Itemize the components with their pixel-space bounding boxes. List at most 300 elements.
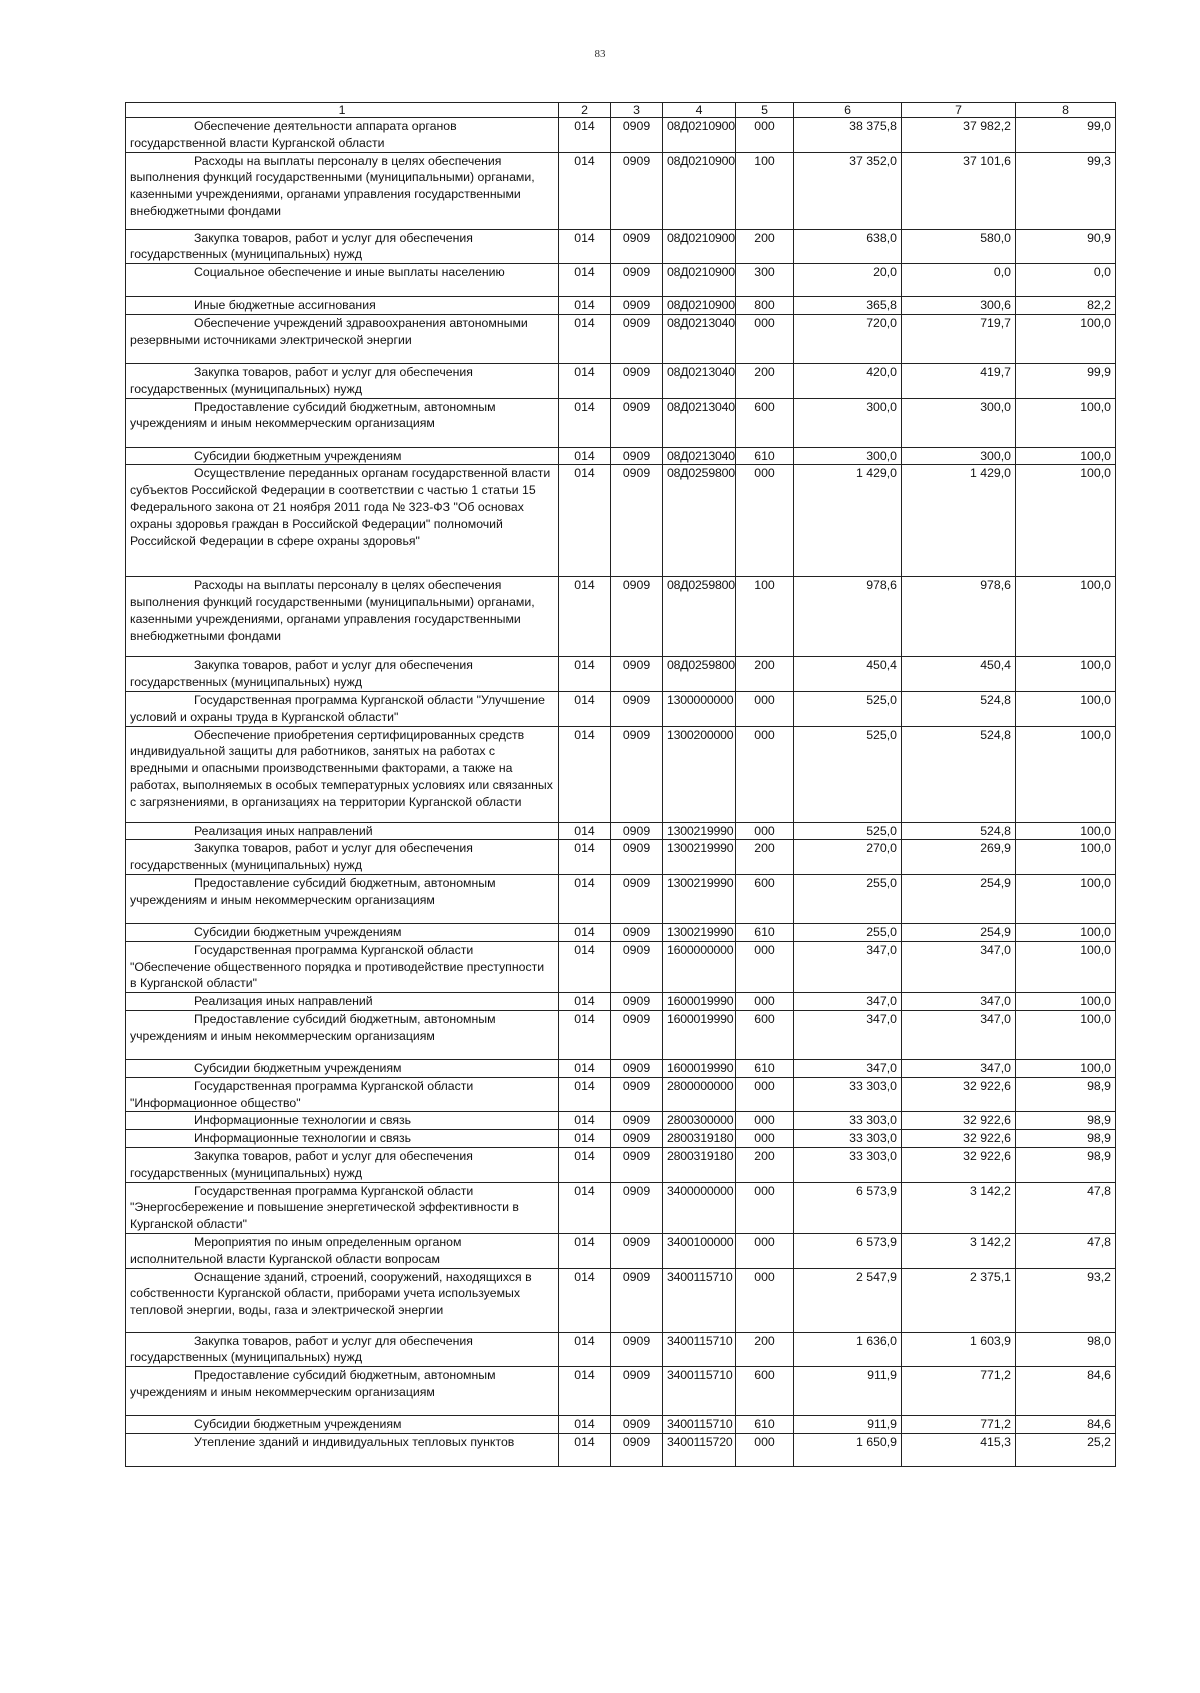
approved-amount-cell: 1 636,0 [794, 1332, 902, 1367]
executed-amount-cell: 347,0 [902, 941, 1016, 992]
expense-type-cell: 610 [736, 1059, 794, 1077]
executed-amount-cell: 0,0 [902, 264, 1016, 297]
target-article-cell: 3400115710 [663, 1332, 736, 1367]
ministry-code-cell: 014 [559, 1332, 611, 1367]
section-code-cell: 0909 [611, 1433, 663, 1466]
ministry-code-cell: 014 [559, 465, 611, 577]
section-code-cell: 0909 [611, 363, 663, 398]
ministry-code-cell: 014 [559, 264, 611, 297]
target-article-cell: 1300219990 [663, 840, 736, 875]
section-code-cell: 0909 [611, 1367, 663, 1416]
table-row [126, 657, 1116, 692]
table-row [126, 941, 1116, 992]
table-row [126, 1367, 1116, 1416]
expense-type-cell: 200 [736, 1332, 794, 1367]
table-row [126, 314, 1116, 363]
approved-amount-cell: 37 352,0 [794, 152, 902, 229]
expense-type-cell: 200 [736, 363, 794, 398]
target-article-cell: 1600019990 [663, 993, 736, 1011]
header-cell: 3 [611, 103, 663, 118]
percent-cell: 93,2 [1016, 1268, 1116, 1332]
approved-amount-cell: 255,0 [794, 874, 902, 923]
expense-type-cell: 300 [736, 264, 794, 297]
ministry-code-cell: 014 [559, 1367, 611, 1416]
section-code-cell: 0909 [611, 1233, 663, 1268]
item-name-cell: Реализация иных направлений [126, 993, 559, 1011]
expense-type-cell: 000 [736, 822, 794, 840]
ministry-code-cell: 014 [559, 1130, 611, 1148]
executed-amount-cell: 978,6 [902, 577, 1016, 657]
item-name-cell: Субсидии бюджетным учреждениям [126, 447, 559, 465]
percent-cell: 100,0 [1016, 941, 1116, 992]
table-row [126, 363, 1116, 398]
item-name-cell: Обеспечение учреждений здравоохранения автономными резервными источниками электрической энергии [126, 314, 559, 363]
percent-cell: 25,2 [1016, 1433, 1116, 1466]
item-name-cell: Государственная программа Курганской области "Улучшение условий и охраны труда в Курганской области" [126, 691, 559, 726]
expense-type-cell: 000 [736, 314, 794, 363]
ministry-code-cell: 014 [559, 993, 611, 1011]
approved-amount-cell: 365,8 [794, 297, 902, 315]
target-article-cell: 2800319180 [663, 1147, 736, 1182]
percent-cell: 100,0 [1016, 1010, 1116, 1059]
section-code-cell: 0909 [611, 923, 663, 941]
table-row [126, 1010, 1116, 1059]
target-article-cell: 3400115720 [663, 1433, 736, 1466]
item-name-cell: Закупка товаров, работ и услуг для обеспечения государственных (муниципальных) нужд [126, 840, 559, 875]
section-code-cell: 0909 [611, 1182, 663, 1233]
table-row [126, 874, 1116, 923]
executed-amount-cell: 32 922,6 [902, 1112, 1016, 1130]
item-name-cell: Субсидии бюджетным учреждениям [126, 1416, 559, 1434]
target-article-cell: 08Д0210900 [663, 118, 736, 153]
section-code-cell: 0909 [611, 465, 663, 577]
approved-amount-cell: 38 375,8 [794, 118, 902, 153]
approved-amount-cell: 911,9 [794, 1367, 902, 1416]
budget-table [125, 102, 1116, 1467]
expense-type-cell: 200 [736, 1147, 794, 1182]
header-cell: 7 [902, 103, 1016, 118]
ministry-code-cell: 014 [559, 577, 611, 657]
percent-cell: 47,8 [1016, 1233, 1116, 1268]
section-code-cell: 0909 [611, 447, 663, 465]
item-name-cell: Государственная программа Курганской области "Информационное общество" [126, 1077, 559, 1112]
ministry-code-cell: 014 [559, 941, 611, 992]
percent-cell: 98,0 [1016, 1332, 1116, 1367]
section-code-cell: 0909 [611, 152, 663, 229]
expense-type-cell: 610 [736, 923, 794, 941]
target-article-cell: 1600000000 [663, 941, 736, 992]
ministry-code-cell: 014 [559, 447, 611, 465]
target-article-cell: 08Д0213040 [663, 314, 736, 363]
item-name-cell: Закупка товаров, работ и услуг для обеспечения государственных (муниципальных) нужд [126, 229, 559, 264]
percent-cell: 100,0 [1016, 398, 1116, 447]
item-name-cell: Предоставление субсидий бюджетным, автономным учреждениям и иным некоммерческим организациям [126, 1010, 559, 1059]
item-name-cell: Оснащение зданий, строений, сооружений, находящихся в собственности Курганской области, приборами учета используемых тепловой энергии, воды, газа и электрической энергии [126, 1268, 559, 1332]
section-code-cell: 0909 [611, 993, 663, 1011]
section-code-cell: 0909 [611, 1112, 663, 1130]
table-row [126, 398, 1116, 447]
target-article-cell: 2800000000 [663, 1077, 736, 1112]
table-row [126, 1112, 1116, 1130]
header-cell: 6 [794, 103, 902, 118]
expense-type-cell: 000 [736, 993, 794, 1011]
ministry-code-cell: 014 [559, 1433, 611, 1466]
table-row [126, 447, 1116, 465]
expense-type-cell: 000 [736, 1433, 794, 1466]
table-row [126, 264, 1116, 297]
percent-cell: 47,8 [1016, 1182, 1116, 1233]
item-name-cell: Обеспечение деятельности аппарата органов государственной власти Курганской области [126, 118, 559, 153]
percent-cell: 100,0 [1016, 840, 1116, 875]
target-article-cell: 08Д0259800 [663, 657, 736, 692]
item-name-cell: Утепление зданий и индивидуальных тепловых пунктов [126, 1433, 559, 1466]
section-code-cell: 0909 [611, 229, 663, 264]
percent-cell: 98,9 [1016, 1147, 1116, 1182]
approved-amount-cell: 347,0 [794, 993, 902, 1011]
percent-cell: 98,9 [1016, 1130, 1116, 1148]
target-article-cell: 1300219990 [663, 923, 736, 941]
approved-amount-cell: 525,0 [794, 822, 902, 840]
target-article-cell: 1600019990 [663, 1059, 736, 1077]
item-name-cell: Закупка товаров, работ и услуг для обеспечения государственных (муниципальных) нужд [126, 657, 559, 692]
executed-amount-cell: 719,7 [902, 314, 1016, 363]
target-article-cell: 3400100000 [663, 1233, 736, 1268]
target-article-cell: 1300219990 [663, 822, 736, 840]
item-name-cell: Предоставление субсидий бюджетным, автономным учреждениям и иным некоммерческим организациям [126, 398, 559, 447]
approved-amount-cell: 33 303,0 [794, 1147, 902, 1182]
ministry-code-cell: 014 [559, 1416, 611, 1434]
ministry-code-cell: 014 [559, 1112, 611, 1130]
executed-amount-cell: 300,0 [902, 398, 1016, 447]
target-article-cell: 1300000000 [663, 691, 736, 726]
target-article-cell: 08Д0210900 [663, 264, 736, 297]
ministry-code-cell: 014 [559, 118, 611, 153]
approved-amount-cell: 6 573,9 [794, 1233, 902, 1268]
item-name-cell: Закупка товаров, работ и услуг для обеспечения государственных (муниципальных) нужд [126, 1147, 559, 1182]
table-row [126, 118, 1116, 153]
item-name-cell: Реализация иных направлений [126, 822, 559, 840]
executed-amount-cell: 347,0 [902, 993, 1016, 1011]
approved-amount-cell: 911,9 [794, 1416, 902, 1434]
percent-cell: 84,6 [1016, 1416, 1116, 1434]
expense-type-cell: 600 [736, 398, 794, 447]
percent-cell: 100,0 [1016, 657, 1116, 692]
expense-type-cell: 610 [736, 1416, 794, 1434]
table-body [126, 118, 1116, 1467]
section-code-cell: 0909 [611, 1147, 663, 1182]
target-article-cell: 1300200000 [663, 726, 736, 822]
approved-amount-cell: 2 547,9 [794, 1268, 902, 1332]
executed-amount-cell: 269,9 [902, 840, 1016, 875]
target-article-cell: 08Д0213040 [663, 447, 736, 465]
item-name-cell: Осуществление переданных органам государственной власти субъектов Российской Федерации в соответствии с частью 1 статьи 15 Федерального закона от 21 ноября 2011 года № 323-ФЗ "Об основах охраны здоровья граждан в Российской Федерации" полномочий Российской Федерации в сфере охраны здоровья" [126, 465, 559, 577]
expense-type-cell: 000 [736, 465, 794, 577]
section-code-cell: 0909 [611, 822, 663, 840]
percent-cell: 99,9 [1016, 363, 1116, 398]
expense-type-cell: 200 [736, 840, 794, 875]
executed-amount-cell: 37 982,2 [902, 118, 1016, 153]
section-code-cell: 0909 [611, 691, 663, 726]
executed-amount-cell: 771,2 [902, 1367, 1016, 1416]
executed-amount-cell: 32 922,6 [902, 1147, 1016, 1182]
target-article-cell: 2800300000 [663, 1112, 736, 1130]
ministry-code-cell: 014 [559, 874, 611, 923]
executed-amount-cell: 300,6 [902, 297, 1016, 315]
expense-type-cell: 000 [736, 691, 794, 726]
section-code-cell: 0909 [611, 1332, 663, 1367]
executed-amount-cell: 32 922,6 [902, 1077, 1016, 1112]
page-number: 83 [594, 48, 606, 60]
percent-cell: 98,9 [1016, 1112, 1116, 1130]
approved-amount-cell: 20,0 [794, 264, 902, 297]
ministry-code-cell: 014 [559, 822, 611, 840]
approved-amount-cell: 33 303,0 [794, 1077, 902, 1112]
target-article-cell: 08Д0210900 [663, 152, 736, 229]
item-name-cell: Информационные технологии и связь [126, 1112, 559, 1130]
ministry-code-cell: 014 [559, 1182, 611, 1233]
executed-amount-cell: 415,3 [902, 1433, 1016, 1466]
expense-type-cell: 100 [736, 152, 794, 229]
item-name-cell: Субсидии бюджетным учреждениям [126, 1059, 559, 1077]
ministry-code-cell: 014 [559, 363, 611, 398]
item-name-cell: Расходы на выплаты персоналу в целях обеспечения выполнения функций государственными (муниципальными) органами, казенными учреждениями, органами управления государственными внебюджетными фондами [126, 152, 559, 229]
approved-amount-cell: 450,4 [794, 657, 902, 692]
ministry-code-cell: 014 [559, 1077, 611, 1112]
table-row [126, 1130, 1116, 1148]
expense-type-cell: 000 [736, 1130, 794, 1148]
approved-amount-cell: 270,0 [794, 840, 902, 875]
section-code-cell: 0909 [611, 577, 663, 657]
executed-amount-cell: 347,0 [902, 1010, 1016, 1059]
executed-amount-cell: 450,4 [902, 657, 1016, 692]
executed-amount-cell: 580,0 [902, 229, 1016, 264]
table-row [126, 297, 1116, 315]
header-cell: 1 [126, 103, 559, 118]
section-code-cell: 0909 [611, 726, 663, 822]
expense-type-cell: 000 [736, 1112, 794, 1130]
percent-cell: 99,0 [1016, 118, 1116, 153]
target-article-cell: 3400115710 [663, 1268, 736, 1332]
table-row [126, 1077, 1116, 1112]
approved-amount-cell: 255,0 [794, 923, 902, 941]
executed-amount-cell: 347,0 [902, 1059, 1016, 1077]
percent-cell: 84,6 [1016, 1367, 1116, 1416]
target-article-cell: 08Д0259800 [663, 465, 736, 577]
item-name-cell: Закупка товаров, работ и услуг для обеспечения государственных (муниципальных) нужд [126, 363, 559, 398]
table-row [126, 691, 1116, 726]
section-code-cell: 0909 [611, 118, 663, 153]
percent-cell: 100,0 [1016, 726, 1116, 822]
header-cell: 8 [1016, 103, 1116, 118]
executed-amount-cell: 3 142,2 [902, 1182, 1016, 1233]
percent-cell: 99,3 [1016, 152, 1116, 229]
ministry-code-cell: 014 [559, 229, 611, 264]
approved-amount-cell: 33 303,0 [794, 1130, 902, 1148]
approved-amount-cell: 347,0 [794, 941, 902, 992]
executed-amount-cell: 1 603,9 [902, 1332, 1016, 1367]
ministry-code-cell: 014 [559, 314, 611, 363]
percent-cell: 90,9 [1016, 229, 1116, 264]
table-row [126, 1147, 1116, 1182]
executed-amount-cell: 254,9 [902, 874, 1016, 923]
ministry-code-cell: 014 [559, 691, 611, 726]
ministry-code-cell: 014 [559, 1268, 611, 1332]
percent-cell: 82,2 [1016, 297, 1116, 315]
section-code-cell: 0909 [611, 1268, 663, 1332]
approved-amount-cell: 638,0 [794, 229, 902, 264]
ministry-code-cell: 014 [559, 840, 611, 875]
expense-type-cell: 600 [736, 1010, 794, 1059]
executed-amount-cell: 32 922,6 [902, 1130, 1016, 1148]
executed-amount-cell: 254,9 [902, 923, 1016, 941]
percent-cell: 98,9 [1016, 1077, 1116, 1112]
expense-type-cell: 200 [736, 657, 794, 692]
expense-type-cell: 000 [736, 726, 794, 822]
target-article-cell: 08Д0213040 [663, 363, 736, 398]
expense-type-cell: 000 [736, 1233, 794, 1268]
executed-amount-cell: 524,8 [902, 726, 1016, 822]
ministry-code-cell: 014 [559, 726, 611, 822]
percent-cell: 100,0 [1016, 993, 1116, 1011]
target-article-cell: 3400115710 [663, 1367, 736, 1416]
executed-amount-cell: 300,0 [902, 447, 1016, 465]
table-row [126, 229, 1116, 264]
header-cell: 2 [559, 103, 611, 118]
table-row [126, 152, 1116, 229]
executed-amount-cell: 524,8 [902, 822, 1016, 840]
table-row [126, 1059, 1116, 1077]
percent-cell: 100,0 [1016, 577, 1116, 657]
section-code-cell: 0909 [611, 398, 663, 447]
ministry-code-cell: 014 [559, 1059, 611, 1077]
table-row [126, 1182, 1116, 1233]
target-article-cell: 3400115710 [663, 1416, 736, 1434]
expense-type-cell: 000 [736, 1182, 794, 1233]
item-name-cell: Закупка товаров, работ и услуг для обеспечения государственных (муниципальных) нужд [126, 1332, 559, 1367]
percent-cell: 100,0 [1016, 1059, 1116, 1077]
target-article-cell: 08Д0210900 [663, 297, 736, 315]
table-row [126, 840, 1116, 875]
expense-type-cell: 800 [736, 297, 794, 315]
table-row [126, 1268, 1116, 1332]
approved-amount-cell: 347,0 [794, 1010, 902, 1059]
ministry-code-cell: 014 [559, 1010, 611, 1059]
approved-amount-cell: 347,0 [794, 1059, 902, 1077]
section-code-cell: 0909 [611, 1010, 663, 1059]
item-name-cell: Информационные технологии и связь [126, 1130, 559, 1148]
percent-cell: 100,0 [1016, 822, 1116, 840]
table-row [126, 1332, 1116, 1367]
target-article-cell: 3400000000 [663, 1182, 736, 1233]
executed-amount-cell: 2 375,1 [902, 1268, 1016, 1332]
section-code-cell: 0909 [611, 1130, 663, 1148]
section-code-cell: 0909 [611, 657, 663, 692]
table-row [126, 1233, 1116, 1268]
header-row [126, 103, 1116, 118]
expense-type-cell: 600 [736, 874, 794, 923]
target-article-cell: 1300219990 [663, 874, 736, 923]
executed-amount-cell: 771,2 [902, 1416, 1016, 1434]
item-name-cell: Иные бюджетные ассигнования [126, 297, 559, 315]
expense-type-cell: 610 [736, 447, 794, 465]
table-row [126, 726, 1116, 822]
ministry-code-cell: 014 [559, 1233, 611, 1268]
percent-cell: 100,0 [1016, 923, 1116, 941]
expense-type-cell: 000 [736, 1268, 794, 1332]
target-article-cell: 2800319180 [663, 1130, 736, 1148]
approved-amount-cell: 1 650,9 [794, 1433, 902, 1466]
approved-amount-cell: 300,0 [794, 447, 902, 465]
executed-amount-cell: 524,8 [902, 691, 1016, 726]
approved-amount-cell: 720,0 [794, 314, 902, 363]
percent-cell: 100,0 [1016, 465, 1116, 577]
header-cell: 4 [663, 103, 736, 118]
section-code-cell: 0909 [611, 314, 663, 363]
approved-amount-cell: 6 573,9 [794, 1182, 902, 1233]
section-code-cell: 0909 [611, 840, 663, 875]
executed-amount-cell: 37 101,6 [902, 152, 1016, 229]
ministry-code-cell: 014 [559, 398, 611, 447]
section-code-cell: 0909 [611, 874, 663, 923]
section-code-cell: 0909 [611, 264, 663, 297]
section-code-cell: 0909 [611, 297, 663, 315]
approved-amount-cell: 525,0 [794, 691, 902, 726]
expense-type-cell: 000 [736, 118, 794, 153]
ministry-code-cell: 014 [559, 297, 611, 315]
ministry-code-cell: 014 [559, 923, 611, 941]
expense-type-cell: 100 [736, 577, 794, 657]
approved-amount-cell: 300,0 [794, 398, 902, 447]
item-name-cell: Субсидии бюджетным учреждениям [126, 923, 559, 941]
header-cell: 5 [736, 103, 794, 118]
item-name-cell: Социальное обеспечение и иные выплаты населению [126, 264, 559, 297]
section-code-cell: 0909 [611, 1059, 663, 1077]
approved-amount-cell: 420,0 [794, 363, 902, 398]
executed-amount-cell: 419,7 [902, 363, 1016, 398]
expense-type-cell: 000 [736, 1077, 794, 1112]
target-article-cell: 08Д0213040 [663, 398, 736, 447]
item-name-cell: Государственная программа Курганской области "Энергосбережение и повышение энергетической эффективности в Курганской области" [126, 1182, 559, 1233]
percent-cell: 100,0 [1016, 447, 1116, 465]
expense-type-cell: 600 [736, 1367, 794, 1416]
item-name-cell: Расходы на выплаты персоналу в целях обеспечения выполнения функций государственными (муниципальными) органами, казенными учреждениями, органами управления государственными внебюджетными фондами [126, 577, 559, 657]
executed-amount-cell: 3 142,2 [902, 1233, 1016, 1268]
percent-cell: 100,0 [1016, 314, 1116, 363]
item-name-cell: Предоставление субсидий бюджетным, автономным учреждениям и иным некоммерческим организациям [126, 1367, 559, 1416]
approved-amount-cell: 525,0 [794, 726, 902, 822]
percent-cell: 100,0 [1016, 874, 1116, 923]
target-article-cell: 1600019990 [663, 1010, 736, 1059]
expense-type-cell: 000 [736, 941, 794, 992]
item-name-cell: Государственная программа Курганской области "Обеспечение общественного порядка и противодействие преступности в Курганской области" [126, 941, 559, 992]
executed-amount-cell: 1 429,0 [902, 465, 1016, 577]
section-code-cell: 0909 [611, 1077, 663, 1112]
table-row [126, 923, 1116, 941]
target-article-cell: 08Д0259800 [663, 577, 736, 657]
percent-cell: 0,0 [1016, 264, 1116, 297]
ministry-code-cell: 014 [559, 152, 611, 229]
table-row [126, 465, 1116, 577]
table-row [126, 993, 1116, 1011]
ministry-code-cell: 014 [559, 657, 611, 692]
table-row [126, 1433, 1116, 1466]
section-code-cell: 0909 [611, 941, 663, 992]
item-name-cell: Предоставление субсидий бюджетным, автономным учреждениям и иным некоммерческим организациям [126, 874, 559, 923]
item-name-cell: Обеспечение приобретения сертифицированных средств индивидуальной защиты для работников, занятых на работах с вредными и опасными производственными факторами, а также на работах, выполняемых в особых температурных условиях или связанных с загрязнениями, в организациях на территории Курганской области [126, 726, 559, 822]
approved-amount-cell: 978,6 [794, 577, 902, 657]
item-name-cell: Мероприятия по иным определенным органом исполнительной власти Курганской области вопросам [126, 1233, 559, 1268]
table-row [126, 822, 1116, 840]
